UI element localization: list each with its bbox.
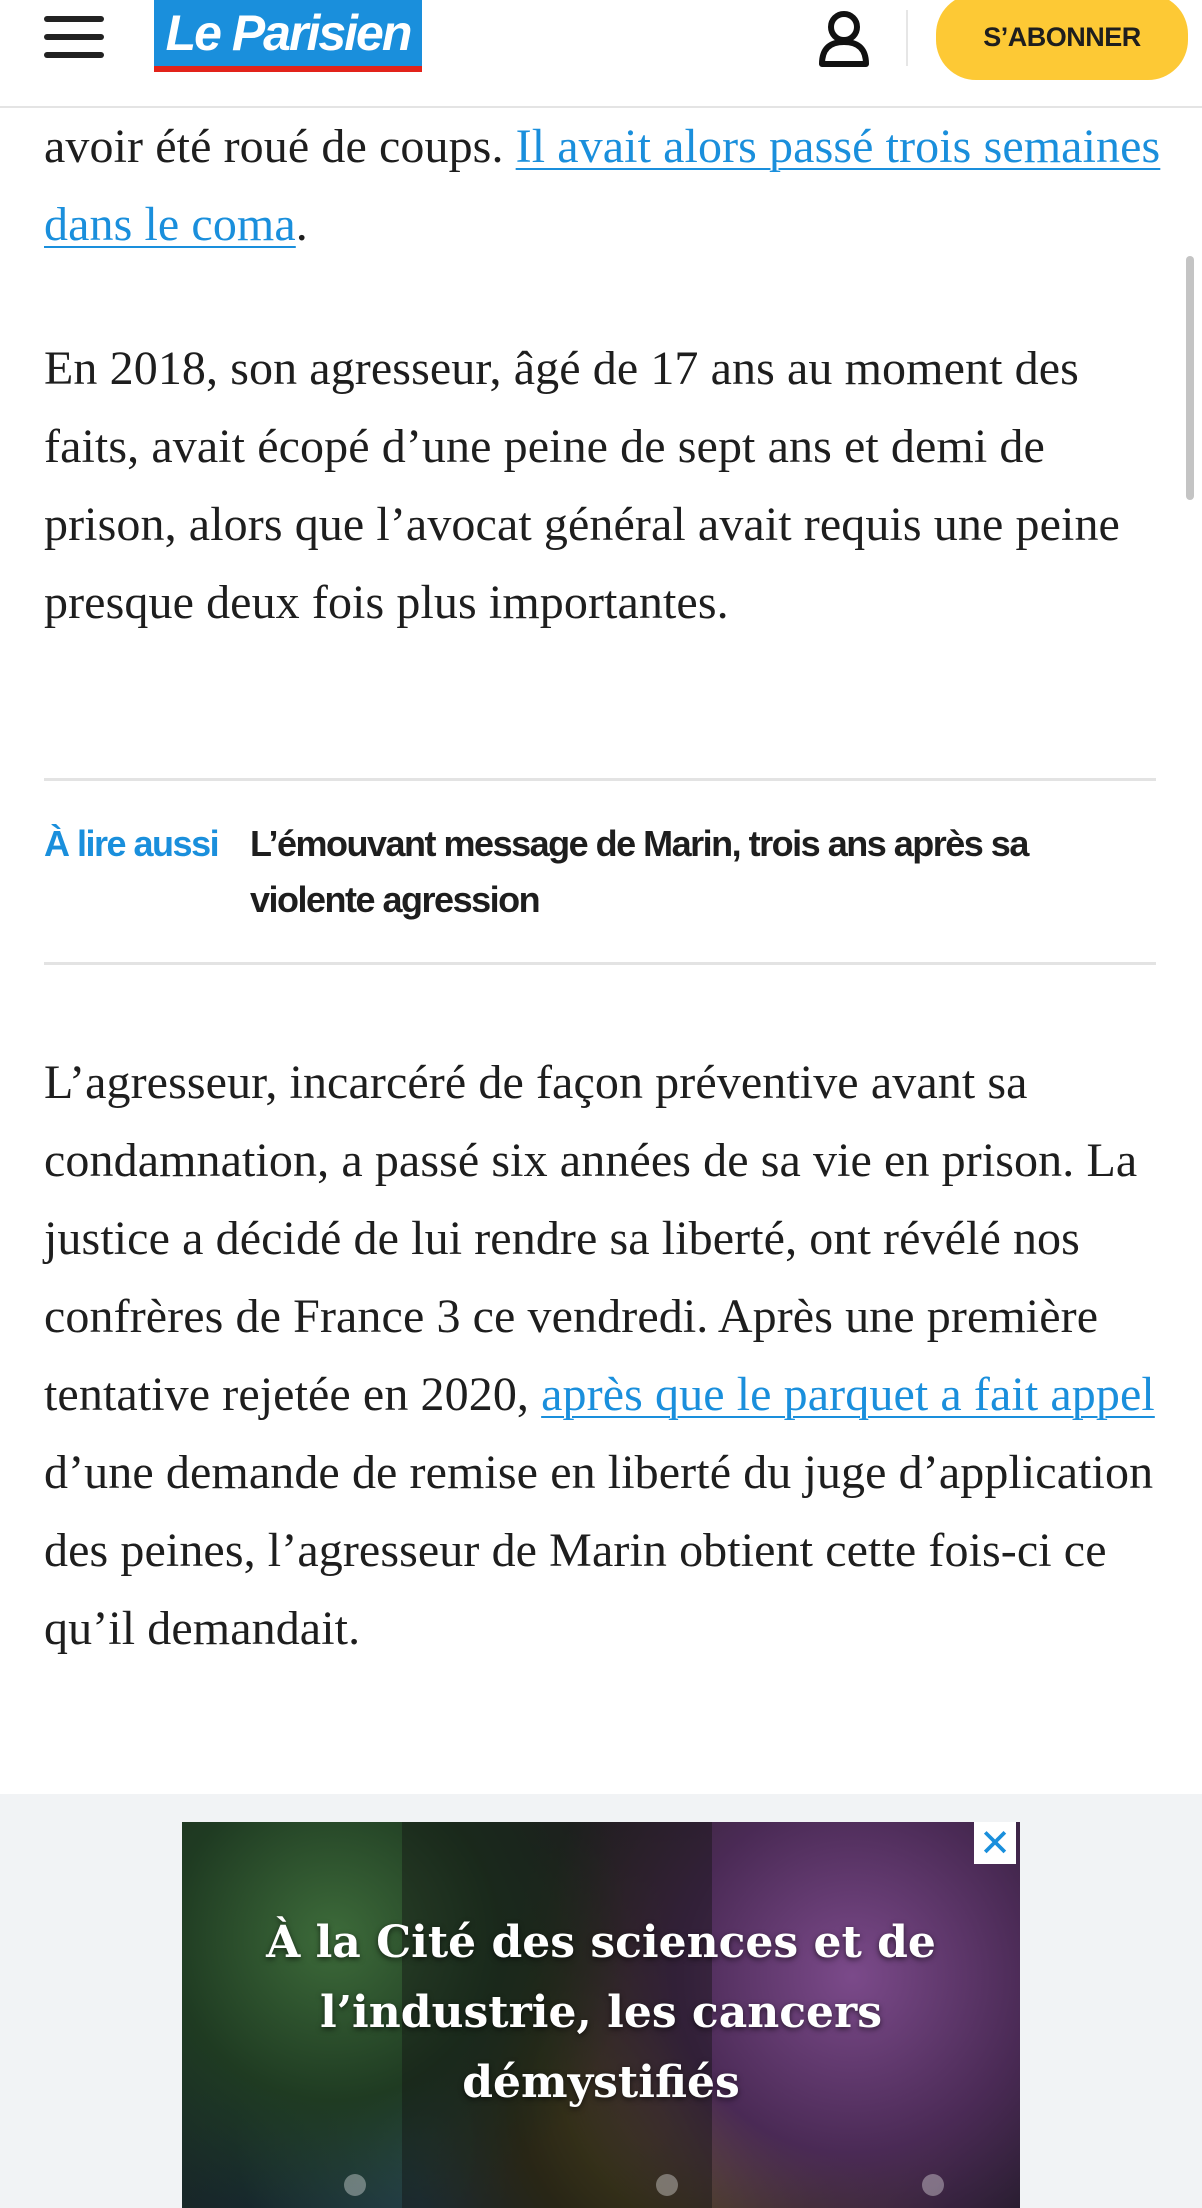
carousel-dot bbox=[656, 2174, 678, 2196]
article-paragraph-2: En 2018, son agresseur, âgé de 17 ans au moment des faits, avait écopé d’une peine de sept ans et demi de prison, alors que l’avocat général avait requis une peine presque deux fois plus importantes. bbox=[44, 342, 1120, 629]
parquet-appeal-link[interactable]: après que le parquet a fait appel bbox=[541, 1368, 1155, 1421]
ad-banner[interactable] bbox=[182, 1822, 1020, 2208]
read-also-link[interactable]: L’émouvant message de Marin, trois ans après sa violente agression bbox=[250, 823, 1028, 920]
scrollbar[interactable] bbox=[1186, 256, 1194, 500]
menu-icon[interactable] bbox=[44, 14, 104, 62]
article-paragraph-1 bbox=[44, 108, 1164, 264]
read-also-block[interactable] bbox=[44, 816, 1156, 926]
ad-zone bbox=[0, 1794, 1202, 2208]
coma-article-link[interactable]: Il avait alors passé trois semaines dans le coma bbox=[44, 120, 1161, 251]
account-icon[interactable] bbox=[816, 8, 872, 68]
read-also-label: À lire aussi bbox=[44, 823, 219, 864]
ad-headline: À la Cité des sciences et de l’industrie, les cancers démystifiés bbox=[266, 1917, 936, 2108]
subscribe-button[interactable]: S’ABONNER bbox=[936, 0, 1188, 80]
article-paragraph-3 bbox=[44, 1044, 1164, 1668]
site-header bbox=[0, 0, 1202, 108]
carousel-dot bbox=[922, 2174, 944, 2196]
site-logo[interactable]: Le Parisien bbox=[154, 0, 422, 72]
paragraph-text: L’agresseur, incarcéré de façon préventive avant sa condamnation, a passé six années de sa vie en prison. La justice a décidé de lui rendre sa liberté, ont révélé nos confrères de France 3 ce vendredi. Après une première tentative rejetée en 2020, bbox=[44, 1056, 1138, 1421]
paragraph-text: . bbox=[295, 198, 308, 251]
paragraph-text: avoir été roué de coups. bbox=[44, 120, 516, 173]
carousel-dot bbox=[344, 2174, 366, 2196]
read-also-top-divider bbox=[44, 778, 1156, 781]
close-icon[interactable]: ✕ bbox=[974, 1822, 1016, 1864]
paragraph-text: d’une demande de remise en liberté du juge d’application des peines, l’agresseur de Marin obtient cette fois-ci ce qu’il demandait. bbox=[44, 1446, 1154, 1655]
read-also-bottom-divider bbox=[44, 962, 1156, 965]
header-divider bbox=[906, 10, 908, 66]
